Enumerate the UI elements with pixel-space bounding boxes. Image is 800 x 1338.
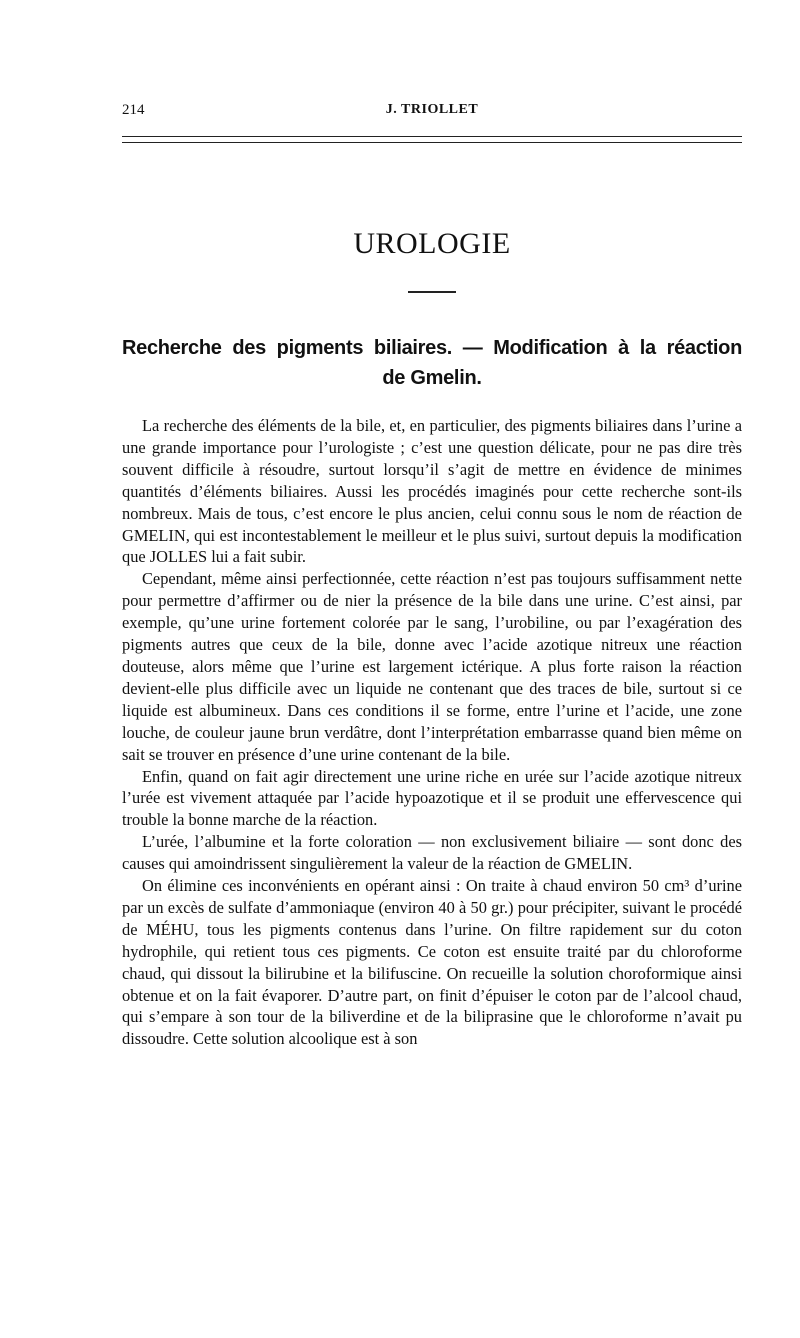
running-header [122,96,742,122]
article-title-line-1: Recherche des pigments biliaires. — Modification à la réaction [122,337,742,359]
book-page [122,96,742,1050]
page-number: 214 [122,102,145,118]
running-author: J. TRIOLLET [385,102,479,117]
paragraph: Cependant, même ainsi perfectionnée, cette réaction n’est pas toujours suffisamment nette pour permettre d’affirmer ou de nier la présence de la bile dans une urine. C’est ainsi, par exemple, qu’une urine fortement colorée par le sang, l’urobiline, ou par l’exagération des pigments autres que ceux de la bile, donne avec l’acide azotique nitreux une réaction douteuse, alors même que l’urine est largement ictérique. A plus forte raison la réaction devient-elle plus difficile avec un liquide ne contenant que des traces de bile, surtout si ce liquide est albumineux. Dans ces conditions il se forme, entre l’urine et l’acide, une zone louche, de couleur jaune brun verdâtre, dont l’interprétation embarrasse quand bien même on sait se trouver en présence d’une urine contenant de la bile. [122,569,742,764]
paragraph: Enfin, quand on fait agir directement une urine riche en urée sur l’acide azotique nitreux l’urée est vivement attaquée par l’acide hypoazotique et il se produit une effervescence qui trouble la bonne marche de la réaction. [122,766,742,830]
paragraph: La recherche des éléments de la bile, et, en particulier, des pigments biliaires dans l’urine a une grande importance pour l’urologiste ; c’est une question délicate, pour ne pas dire très souvent difficile à résoudre, surtout lorsqu’il s’agit de mettre en évidence de minimes quantités d’éléments biliaires. Aussi les procédés imaginés pour cette recherche sont-ils nombreux. Mais de tous, c’est encore le plus ancien, celui connu sous le nom de réaction de GMELIN, qui est incontestablement le meilleur et le plus suivi, surtout depuis la modification que JOLLES lui a fait subir. [122,416,742,567]
article-title-line-2: de Gmelin. [382,367,482,389]
section-title: UROLOGIE [353,227,511,260]
header-double-rule [122,136,742,143]
paragraph: On élimine ces inconvénients en opérant ainsi : On traite à chaud environ 50 cm³ d’urine par un excès de sulfate d’ammoniaque (environ 40 à 50 gr.) pour précipiter, suivant le procédé de MÉHU, tous les pigments contenus dans l’urine. On filtre rapidement sur du coton hydrophile, qui retient tous ces pigments. Ce coton est ensuite traité par du chloroforme chaud, qui dissout la bilirubine et la bilifuscine. On recueille la solution choroformique ainsi obtenue et on la fait évaporer. D’autre part, on finit d’épuiser le coton par de l’alcool chaud, qui s’empare à son tour de la biliverdine et de la biliprasine que le chloroforme n’avait pu dissoudre. Cette solution alcoolique est à son [122,876,742,1049]
article-body [122,415,742,1050]
paragraph: L’urée, l’albumine et la forte coloration — non exclusivement biliaire — sont donc des causes qui amoindrissent singulièrement la valeur de la réaction de GMELIN. [122,832,742,874]
article-title [122,333,742,393]
title-divider [408,291,456,293]
